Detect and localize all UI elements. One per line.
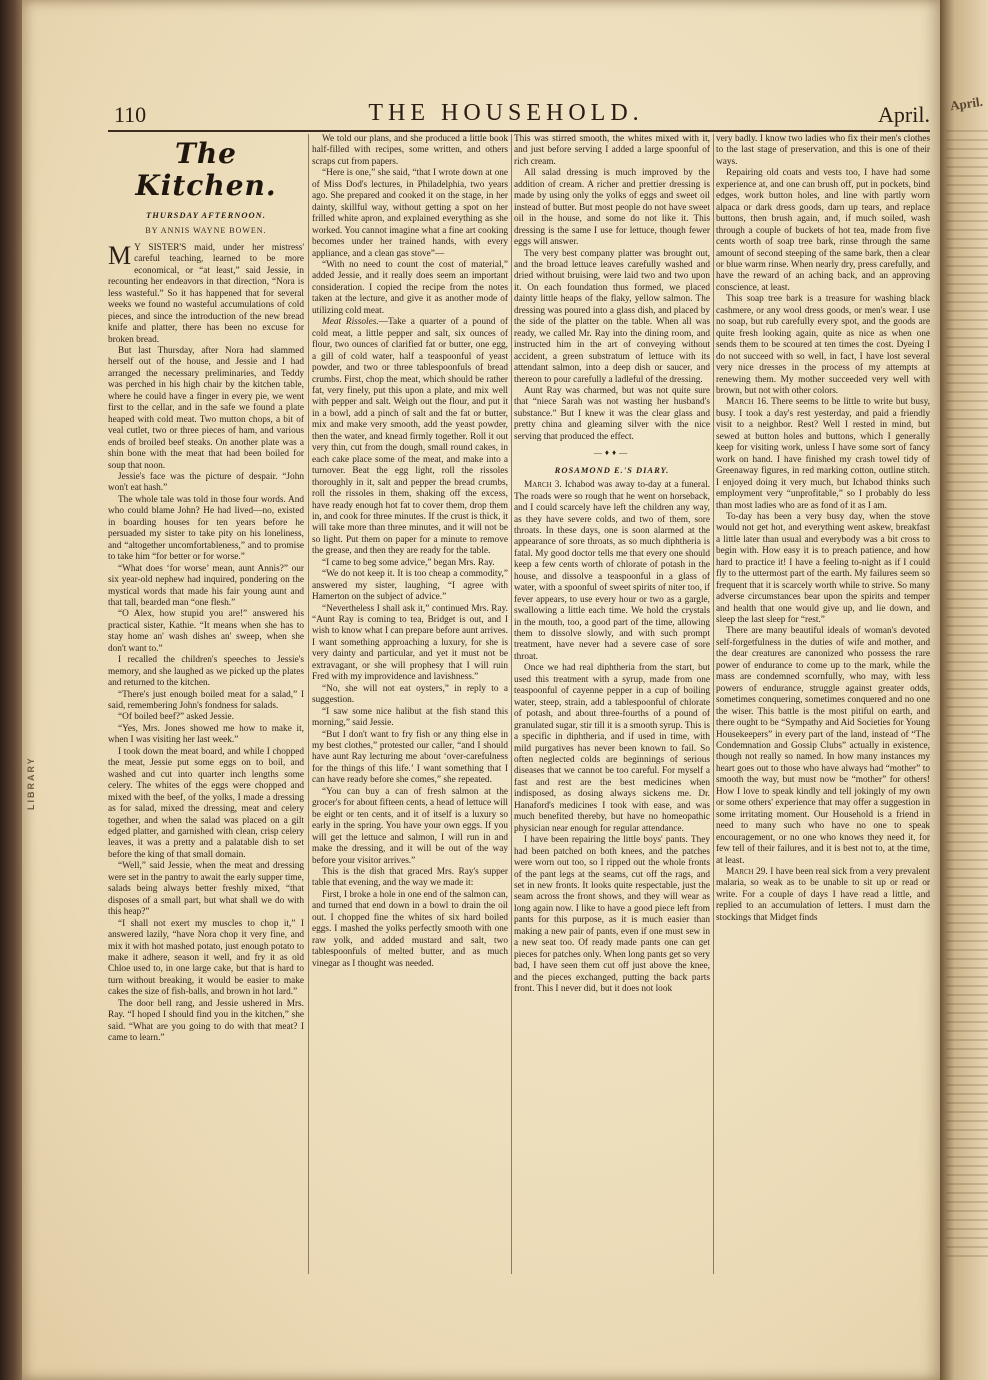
column-separator <box>713 134 714 1274</box>
column-2 <box>312 134 508 1274</box>
next-page-title: April. <box>949 93 984 114</box>
recipe-paragraph: Meat Rissoles.—Take a quarter of a pound of cold meat, a little pepper and salt, six ounces of flour, two ounces of clarified fat or butter, one egg, a gill of cold water, half a teaspoonful of yeast powder, and two or three tablespoonfuls of bread crumbs. First, chop the meat, which should be rather fat, very finely, put this upon a plate, and mix well with pepper and salt. Weigh out the flour, and put it in a bowl, add a pinch of salt and the fat or butter, mix and make very smooth, add the yeast powder, then the water, and knead firmly together. Roll it out very thin, cut from the dough, small round cakes, in each cake place some of the meat, and make into a turnover. Beat the egg light, roll the rissoles thoroughly in it, salt and pepper the bread crumbs, roll the rissoles in them, shaking off the excess, have ready enough hot fat to cover them, drop them in, and cook for three minutes. If the crust is thick, it will take more than three minutes, and it will not be so light. Put them on paper for a minute to remove the grease, and then they are ready for the table. <box>312 317 508 557</box>
paragraph: “I came to beg some advice,” began Mrs. Ray. <box>322 557 495 568</box>
section-divider: —♦♦— <box>593 448 631 458</box>
diary-entry: March 16. There seems to be little to write but busy, busy. I took a day's rest yesterday, and paid a friendly visit to a neighbor. Rest? Well I rested in mind, but sewed at button holes and buttons, which I generally keep for visiting work, unless I have some sort of fancy work on hand. I have finished my crash towel tidy of Greenaway figures, in red marking cotton, outline stitch. I enjoyed doing it very much, but Ichabod thinks such employment very “unprofitable,” so I probably do less than most ladies who are as fond of it as I am. <box>716 397 930 511</box>
book-binding <box>0 0 22 1380</box>
paragraph: “I saw some nice halibut at the fish stand this morning,” said Jessie. <box>312 706 508 729</box>
header-rule <box>108 130 930 132</box>
paragraph: very badly. I know two ladies who fix their men's clothes to the last stage of preservation, and this is one of their ways. <box>716 134 930 167</box>
article-subhead: THURSDAY AFTERNOON. <box>146 210 266 220</box>
paragraph: “O Alex, how stupid you are!” answered his practical sister, Kathie. “It means when she has to stay home an' wash dishes an' sweep, when she don't want to.” <box>108 609 304 654</box>
masthead: THE HOUSEHOLD. <box>368 100 644 126</box>
paragraph: “Of boiled beef?” asked Jessie. <box>118 712 234 723</box>
paragraph: This soap tree bark is a treasure for washing black cashmere, or any wool dress goods, or men's wear. I use no soap, but rub carefully every spot, and the goods are quite fresh looking again, quite as nice as when one sends them to be scoured at ten times the cost. Dyeing I do not succeed with so well, in fact, I have lost several very nice dresses in the process of my attempts at renewing them. My mother succeeded very well with brown, but not with other colors. <box>716 294 930 396</box>
paragraph: “You can buy a can of fresh salmon at the grocer's for about fifteen cents, a head of lettuce will be eight or ten cents, and it of itself is a luxury so early in the spring. You have your own eggs. If you will get the lettuce and salmon, I will run in and make the dressing, and it will be out of the way before your visitor arrives.” <box>312 786 508 866</box>
diary-entry: March 3. Ichabod was away to-day at a funeral. The roads were so rough that he went on horseback, and I could scarcely have left the children any way, as they have severe colds, and two of them, sore throats. In these days, one is soon alarmed at the appearance of sore throats, as so much diphtheria is fatal. My good doctor tells me that every one should keep a few cents worth of chlorate of potash in the house, and dissolve a teaspoonful in a glass of water, with a spoonful of sweet spirits of niter too, if fever appears, to use every hour or two as a gargle, swallowing a little each time. We hold the crystals in the mouth, too, a good part of the time, allowing them to dissolve slowly, and with such prompt treatment, have never had a severe case of sore throat. <box>514 480 710 662</box>
next-page-edge <box>940 0 988 1380</box>
paragraph: “Yes, Mrs. Jones showed me how to make it, when I was visiting her last week.” <box>108 723 304 746</box>
paragraph: “Here is one,” she said, “that I wrote down at one of Miss Dod's lectures, in Philadelphia, two years ago. She prepared and cooked it on the stage, in her dainty, skillful way, without getting a spot on her frilled white apron, and explained everything as she worked. You cannot imagine what a fine art cooking becomes under her trained hands, with every appliance, and a clean gas stove”— <box>312 168 508 259</box>
paragraph: To-day has been a very busy day, when the stove would not get hot, and everything went askew, breakfast a little later than usual and everybody was a bit cross to begin with. How easy it is to preach patience, and how hard to practice it! I have a feeling to-night as if I could fly to the uttermost part of the earth. My failures seem so frequent that it is scarcely worth while to strive. So many adverse circumstances bear upon the spirits and temper and health that one would give up, and lie down, and sleep the last sleep for “rest.” <box>716 511 930 626</box>
next-page-text-lines <box>946 130 988 1260</box>
article-byline: BY ANNIS WAYNE BOWEN. <box>145 226 267 236</box>
paragraph: First, I broke a hole in one end of the salmon can, and turned that end down in a bowl to drain the oil out. I chopped fine the whites of six hard boiled eggs. I mashed the yolks perfectly smooth with one raw yolk, and added mustard and salt, two tablespoonfuls of melted butter, and as much vinegar as I thought was needed. <box>312 889 508 969</box>
column-4 <box>716 134 930 1274</box>
column-3 <box>514 134 710 1274</box>
diary-date: March 16. <box>726 397 769 408</box>
paragraph: “Nevertheless I shall ask it,” continued Mrs. Ray. “Aunt Ray is coming to tea, Bridget is out, and I wish to know what I can prepare before aunt arrives. I want something approaching a luxury, for she is very dainty and particular, and yet it must not be extravagant, or she will prophesy that I will ruin Fred with my improvidence and lavishness.” <box>312 603 508 683</box>
paragraph: “No, she will not eat oysters,” in reply to a suggestion. <box>312 683 508 706</box>
paragraph: The door bell rang, and Jessie ushered in Mrs. Ray. “I hoped I should find you in the kitchen,” she said. “What are you going to do with that meat? I came to learn.” <box>108 998 304 1044</box>
page-header <box>86 100 930 134</box>
diary-entry: March 29. I have been real sick from a very prevalent malaria, so weak as to be unable to sit up or read or write. For a couple of days I have read a little, and replied to an accumulation of letters. I must darn the stockings that Midget finds <box>716 867 930 923</box>
drop-cap: M <box>108 240 132 270</box>
paragraph: “There's just enough boiled meat for a salad,” I said, remembering John's fondness for salads. <box>108 689 304 712</box>
diary-date: March 29. <box>726 867 768 877</box>
paragraph: Repairing old coats and vests too, I have had some experience at, and one can brush off, put in pockets, bind edges, work button holes, and line with partly worn alpaca or dark dress goods, darn up tears, and replace buttons, then brush again, and, if much soiled, wash through a couple of buckets of hot tea, made from five cents worth of soap tree bark, rinse through the same amount of second steeping of the same bark, then a clear or blue warm rinse. When nearly dry, press carefully, and have the reward of an aching back, and an approving conscience, at least. <box>716 168 930 293</box>
paragraph: I took down the meat board, and while I chopped the meat, Jessie put some eggs on to boil, and washed and cut into quarter inch lengths some celery. The whites of the eggs were chopped and mixed with the beef, of the yolks, I made a dressing as for salad, mixed the dressing, meat and celery together, and when the salad was placed on a gilt edged platter, and garnished with clean, crisp celery leaves, it was a pretty and a palatable dish to set before the king of that small domain. <box>108 746 304 860</box>
paragraph: “What does ‘for worse’ mean, aunt Annis?” our six year-old nephew had inquired, pondering on the mystical words that made his fair young aunt and that tall, bearded man “one flesh.” <box>108 563 304 608</box>
column-separator <box>511 134 512 1274</box>
paragraph: The very best company platter was brought out, and the broad lettuce leaves carefully washed and dried without bruising, were laid two and two upon it. On each foundation thus formed, we placed dainty little heaps of the flaky, yellow salmon. The dressing was poured into a glass dish, and placed by the side of the platter on the table. When all was ready, we called Mr. Ray into the dining room, and instructed him in the art of conveying without accident, a green substratum of lettuce with its attendant salmon, into a deep dish or saucer, and thereon to pour carefully a ladleful of the dressing. <box>514 248 710 385</box>
paragraph: This is the dish that graced Mrs. Ray's supper table that evening, and the way we made it: <box>312 867 508 889</box>
paragraph: “Well,” said Jessie, when the meat and dressing were set in the pantry to await the early supper time, salads being always better freshly mixed, “that disposes of a small part, but what shall we do with this heap?” <box>108 861 304 918</box>
paragraph: The whole tale was told in those four words. And who could blame John? He had lived—no, existed in boarding houses for ten years before he persuaded my sister to take pity on his loneliness, and “altogether uncomfortableness,” and to promise to take him “for better or for worse.” <box>108 494 304 563</box>
paragraph: But last Thursday, after Nora had slammed herself out of the house, and Jessie and I had arranged the necessary preliminaries, and Teddy was perched in his high chair by the kitchen table, where he could have a finger in every pie, we went first to the cellar, and in the safe we found a plate heaped with cold meat. Two mutton chops, a bit of veal cutlet, two or three pieces of ham, and various ends of broiled beef steaks. On another plate was a shin bone with the meat that had been boiled for soup that noon. <box>108 345 304 471</box>
column-1 <box>108 134 304 1274</box>
paragraph: M Y SISTER'S maid, under her mistress' careful teaching, learned to be more economical, or “at least,” said Jessie, in recounting her endeavors in that direction, “Nora is less wasteful.” So it has happened that for several weeks we found no wasteful accumulations of cold pieces, and since the introduction of the new bread knife and platter, there has been no excuse for broken bread. <box>108 240 304 345</box>
paragraph: I have been repairing the little boys' pants. They had been patched on both knees, and the patches were worn out too, so I ripped out the whole fronts of the pant legs at the seams, cut off the rags, and set in new fronts. It looks quite respectable, just the seam across the front shows, and they will wear as long again now. I like to have a good piece left from pants for this purpose, as it is much easier than making a new pair of pants, even if one must sew in a new seat too. Of ready made pants one can get pieces for patches only. When long pants get so very bad, I have seen them cut off just above the knee, and the pieces exchanged, putting the back parts front. This I never did, but it does not look <box>514 835 710 995</box>
paragraph: “With no need to count the cost of material,” added Jessie, and it really does seem an important consideration. I copied the recipe from the notes taken at the lecture, and give it as another mode of utilizing cold meat. <box>312 259 508 316</box>
diary-subhead: ROSAMOND E.'S DIARY. <box>554 464 670 475</box>
paragraph: All salad dressing is much improved by the addition of cream. A richer and prettier dressing is made by using only the yolks of eggs and sweet oil instead of butter. But most people do not have sweet oil in the house, and some do not like it. This dressing is the same I use for lettuce, though fewer eggs will answer. <box>514 168 710 248</box>
paragraph: We told our plans, and she produced a little book half-filled with recipes, some written, and others scraps cut from papers. <box>312 134 508 167</box>
paragraph: This was stirred smooth, the whites mixed with it, and just before serving I added a large spoonful of rich cream. <box>514 134 710 167</box>
library-stamp: LIBRARY <box>26 756 36 810</box>
paragraph: “I shall not exert my muscles to chop it,” I answered lazily, “have Nora chop it very fine, and mix it with hot mashed potato, just enough potato to make it adhere, season it well, and fry it as old Chloe used to, in one large cake, but that is hard to turn without breaking, it would be easier to make cakes the size of fish-balls, and brown in hot lard.” <box>108 918 304 998</box>
page-number: 110 <box>114 102 147 127</box>
recipe-title: Meat Rissoles. <box>322 317 379 328</box>
section-title: The Kitchen. <box>135 137 277 202</box>
paragraph: Jessie's face was the picture of despair. “John won't eat hash.” <box>108 471 304 494</box>
column-separator <box>308 134 309 1274</box>
diary-date: March 3. <box>524 480 562 491</box>
paragraph: “But I don't want to fry fish or any thing else in my best clothes,” protested our caller, “and I should have aunt Ray lecturing me about ‘over-carefulness for the things of this life.’ I want something that I can have ready before she comes,” she repeated. <box>312 729 508 786</box>
paragraph: There are many beautiful ideals of woman's devoted self-forgetfulness in the duties of wife and mother, and the dear creatures are canonized who possess the rare power of endurance to come up to the mark, while the mass are condemned scornfully, who may, with less powers of endurance, struggle against greater odds, sometimes conquering, sometimes conquered and no one the wiser. This battle is the most pitiful on earth, and there ought to be “Sympathy and Aid Societies for Young Housekeepers” in every part of the land, instead of “The Condemnation and Gossip Clubs” actually in existence, though not really so named. In how many instances my heart goes out to those who have always had “mother” to smooth the way, but must now be “mother” for others! How I love to speak kindly and tell jokingly of my own or some others' experience that may offer a suggestion in some irritating moment. Our Household is a friend in need to many such who have no one to speak encouragement, or no one who knows they need it, for few tell of their failures, and it is best not to, at the time, at least. <box>716 626 930 866</box>
paragraph: Once we had real diphtheria from the start, but used this treatment with a syrup, made from one teaspoonful of cayenne pepper in a cup of boiling water, steep, strain, add a tablespoonful of chlorate of potash, and about three-fourths of a pound of granulated sugar, stir till it is a smooth syrup. This is a specific in diphtheria, and if used in time, with mild purgatives has never been known to fail. So often neglected colds are beginnings of serious diseases that we cannot be too careful. For myself a fast and rest are the best medicines when indisposed, as dosing always sickens me. Dr. Hanaford's medicines I took with ease, and was much benefited thereby, but have no homeopathic physician near enough for regular attendance. <box>514 663 710 834</box>
paragraph: I recalled the children's speeches to Jessie's memory, and she laughed as we picked up the plates and returned to the kitchen. <box>108 655 304 689</box>
issue-month: April. <box>878 102 930 127</box>
paragraph: Aunt Ray was charmed, but was not quite sure that “niece Sarah was not wasting her husband's substance.” But I knew it was the clear glass and pretty china and gleaming silver with the nice serving that produced the effect. <box>514 385 710 442</box>
paragraph: “We do not keep it. It is too cheap a commodity,” answered my sister, laughing, “I agree with Hamerton on the subject of advice.” <box>312 569 508 603</box>
